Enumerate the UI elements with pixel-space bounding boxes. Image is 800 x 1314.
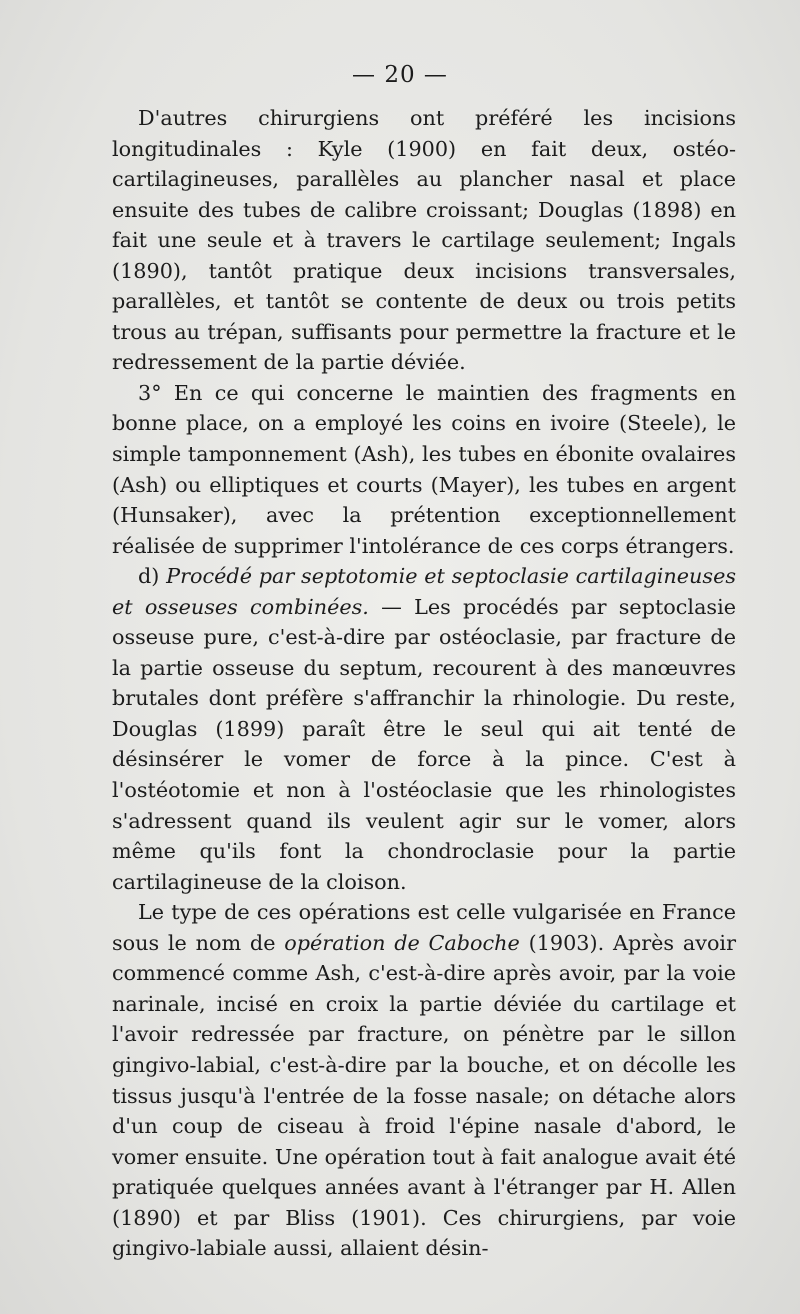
paragraph-text: — Les procédés par septoclasie osseuse pure, c'est-à-dire par ostéoclasie, par fracture de la partie osseuse du septum, recourent à des manœuvres brutales dont préfère s'affranchir la rhinologie. Du reste, Douglas (1899) paraît être le seul qui ait tenté de désinsérer le vomer de force à la pince. C'est à l'ostéotomie et non à l'ostéoclasie que les rhinologistes s'adressent quand ils veulent agir sur le vomer, alors même qu'ils font la chondroclasie pour la partie cartilagineuse de la cloison. <box>112 594 736 894</box>
body-text <box>112 103 736 1264</box>
paragraph-text: d) <box>138 564 167 589</box>
paragraph-text: Le type de ces opérations est celle vulgarisée en France sous le nom de <box>112 900 736 955</box>
paragraph-text: D'autres chirurgiens ont préféré les incisions longitudinales : Kyle (1900) en fait deux, ostéo-cartilagineuses, parallèles au plancher nasal et place ensuite des tubes de calibre croissant; Douglas (1898) en fait une seule et à travers le cartilage seulement; Ingals (1890), tantôt pratique deux incisions transversales, parallèles, et tantôt se contente de deux ou trois petits trous au trépan, suffisants pour permettre la fracture et le redressement de la partie déviée. <box>112 106 736 375</box>
paragraph-text: (1903). Après avoir commencé comme Ash, c'est-à-dire après avoir, par la voie narinale, incisé en croix la partie déviée du cartilage et l'avoir redressée par fracture, on pénètre par le sillon gingivo-labial, c'est-à-dire par la bouche, et on décolle les tissus jusqu'à l'entrée de la fosse nasale; on détache alors d'un coup de ciseau à froid l'épine nasale d'abord, le vomer ensuite. Une opération tout à fait analogue avait été pratiquée quelques années avant à l'étranger par H. Allen (1890) et par Bliss (1901). Ces chirurgiens, par voie gingivo-labiale aussi, allaient désin- <box>112 930 736 1261</box>
page-number: — 20 — <box>352 62 448 88</box>
paragraph-caboche-operation <box>112 897 736 1264</box>
section-heading-italic: Procédé par septotomie et septoclasie cartilagineuses et osseuses combinées. <box>112 564 737 619</box>
paragraph-combined-procedure <box>112 561 736 897</box>
paragraph-text: 3° En ce qui concerne le maintien des fragments en bonne place, on a employé les coins en ivoire (Steele), le simple tamponnement (Ash), les tubes en ébonite ovalaires (Ash) ou elliptiques et courts (Mayer), les tubes en argent (Hunsaker), avec la prétention exceptionnellement réalisée de supprimer l'intolérance de ces corps étrangers. <box>112 380 736 558</box>
operation-name-italic: opération de Caboche <box>284 930 520 955</box>
paragraph-longitudinal-incisions <box>112 103 736 378</box>
paragraph-fragment-maintenance <box>112 378 736 561</box>
